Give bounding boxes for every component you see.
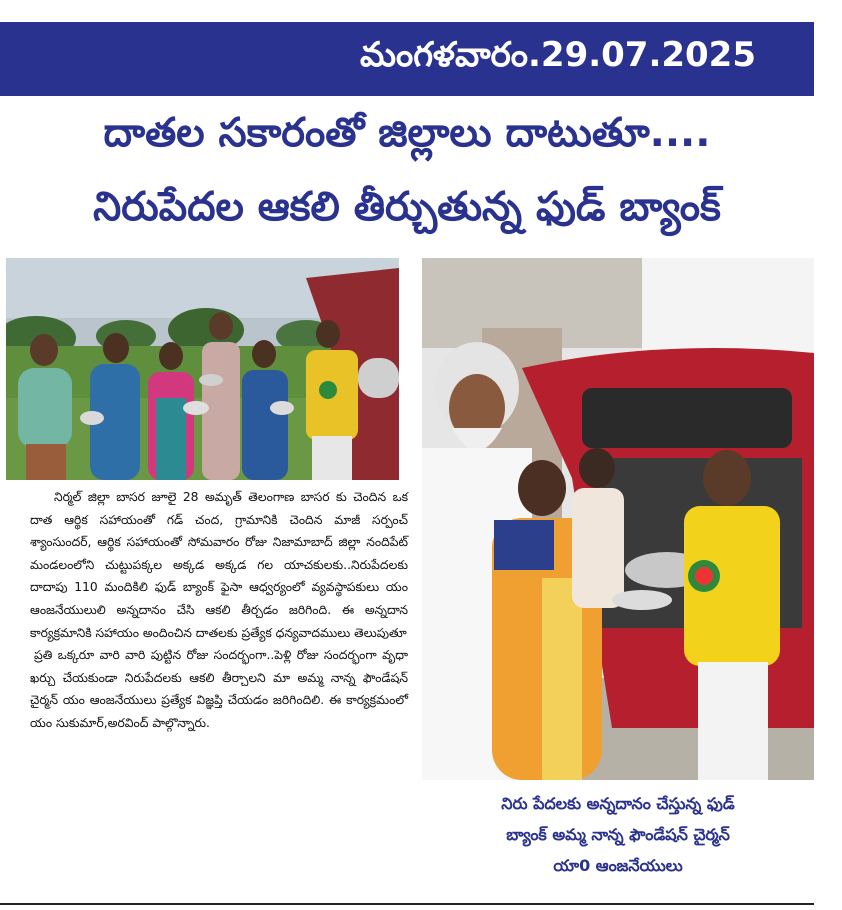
headline-line-2: నిరుపేదల ఆకలి తీర్చుతున్న ఫుడ్ బ్యాంక్: [93, 184, 721, 230]
headline-line-1: దాతల సకారంతో జిల్లాలు దాటుతూ....: [103, 110, 711, 156]
caption-line-1: నిరు పేదలకు అన్నదానం చేస్తున్న ఫుడ్: [501, 794, 735, 813]
caption-line-2: బ్యాంక్ అమ్మ నాన్న ఫౌండేషన్ చైర్మన్: [506, 825, 730, 844]
date-banner: [0, 22, 814, 96]
photo-women-with-plates: [6, 258, 399, 480]
caption-line-3: యా0 ఆంజనేయులు: [553, 856, 683, 875]
article-body: [30, 486, 408, 735]
bottom-divider: [0, 903, 814, 905]
issue-date: మంగళవారం.29.07.2025: [360, 35, 756, 75]
photo-caption: [422, 788, 814, 881]
photo-food-distribution: [422, 258, 814, 780]
article-paragraph-1: నిర్మల్ జిల్లా బాసర జూలై 28 అమృత్ తెలంగాణ బాసర కు చెందిన ఒక దాత ఆర్థిక సహాయంతో గడ్ చంద, గ్రామానికి చెందిన మాజీ సర్పంచ్ శ్యాంసుందర్, ఆర్థిక సహాయంతో సోమవారం రోజు నిజామాబాద్ జిల్లా నందిపేట్ మండలంలోని చుట్టుపక్కల అక్కడ అక్కడ గల యాచకులకు..నిరుపేదలకు దాదాపు 110 మందికిలి ఫుడ్ బ్యాంక్ ఫైసా ఆధ్వర్యంలో వ్యవస్థాపకులు యం ఆంజనేయులులి అన్నదానం చేసి ఆకలి తీర్చడం జరిగింది. ఈ అన్నదాన కార్యక్రమానికి సహాయం అందించిన దాతలకు ప్రత్యేక ధన్యవాదములు తెలుపుతూ: [30, 490, 408, 640]
article-paragraph-2: ప్రతి ఒక్కరూ వారి వారి పుట్టిన రోజు సందర్భంగా..పెళ్లి రోజు సందర్భంగా వృధా ఖర్చు చేయకుండా నిరుపేదలకు ఆకలి తీర్చాలని మా అమ్మ నాన్న ఫౌండేషన్ చైర్మన్ యం ఆంజనేయులు ప్రత్యేక విజ్ఞప్తి చేయడం జరిగిందిలి. ఈ కార్యక్రమంలో యం సుకుమార్,అరవింద్ పాల్గొన్నారు.: [30, 648, 408, 730]
